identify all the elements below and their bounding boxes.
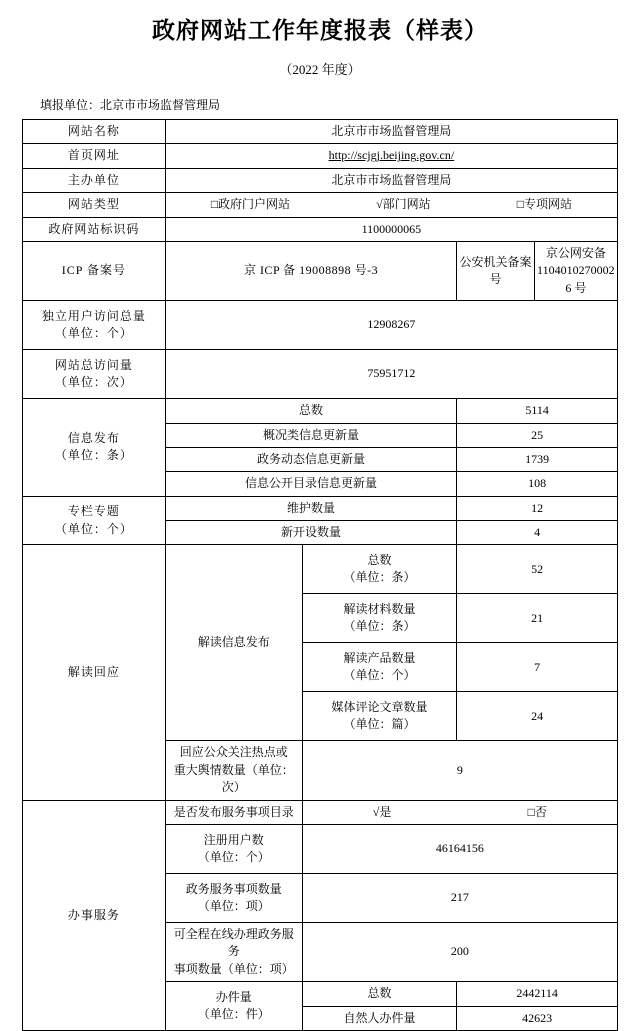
info-publish-label — [23, 399, 166, 497]
column-new-label: 新开设数量 — [165, 521, 457, 545]
info-total-label: 总数 — [165, 399, 457, 423]
handled-volume-label-line1: 办件量 — [215, 989, 252, 1004]
interpretation-product-value: 7 — [457, 643, 618, 692]
info-publish-label-line1: 信息发布 — [67, 431, 120, 446]
info-total-value: 5114 — [457, 399, 618, 423]
online-items-label — [165, 923, 302, 982]
info-catalog-label: 信息公开目录信息更新量 — [165, 472, 457, 496]
handled-natural-value: 42623 — [457, 1006, 618, 1030]
interpretation-publish-label: 解读信息发布 — [165, 545, 302, 741]
service-label: 办事服务 — [23, 800, 166, 1030]
handled-volume-label-line2: （单位：件） — [197, 1007, 270, 1022]
registered-users-label-line1: 注册用户数 — [203, 832, 264, 847]
table-row — [23, 217, 618, 241]
service-catalog-yes[interactable]: √是 — [372, 804, 392, 819]
homepage-value — [165, 144, 617, 168]
interpretation-total-label-line2: （单位：条） — [343, 570, 416, 585]
interpretation-total-label-line1: 总数 — [367, 553, 392, 568]
unique-visitors-label-line2: （单位：个） — [54, 326, 133, 341]
police-record-label: 公安机关备案号 — [457, 241, 534, 300]
media-comment-value: 24 — [457, 692, 618, 741]
interpretation-material-label-line1: 解读材料数量 — [343, 602, 416, 617]
public-response-label-line2: 重大舆情数量（单位：次） — [173, 762, 294, 795]
service-catalog-options — [302, 800, 617, 824]
column-new-value: 4 — [457, 521, 618, 545]
unique-visitors-label — [23, 301, 166, 350]
site-type-options — [165, 193, 617, 217]
column-maintain-label: 维护数量 — [165, 496, 457, 520]
total-visits-label — [23, 350, 166, 399]
homepage-label: 首页网址 — [23, 144, 166, 168]
service-items-label-line1: 政务服务事项数量 — [185, 881, 282, 896]
annual-report-table — [22, 119, 618, 1031]
column-maintain-value: 12 — [457, 496, 618, 520]
total-visits-label-line2: （单位：次） — [54, 375, 133, 390]
document-page — [0, 12, 640, 1025]
site-type-label: 网站类型 — [23, 193, 166, 217]
table-row — [23, 399, 618, 423]
column-topic-label-line2: （单位：个） — [54, 521, 133, 536]
site-name-label: 网站名称 — [23, 120, 166, 144]
interpretation-material-label — [302, 594, 457, 643]
site-name-value: 北京市市场监督管理局 — [165, 120, 617, 144]
service-catalog-no[interactable]: □否 — [527, 804, 547, 819]
interpretation-product-label-line1: 解读产品数量 — [343, 651, 416, 666]
public-response-value: 9 — [302, 741, 617, 800]
unique-visitors-value: 12908267 — [165, 301, 617, 350]
table-row — [23, 241, 618, 300]
service-catalog-label: 是否发布服务事项目录 — [165, 800, 302, 824]
total-visits-label-line1: 网站总访问量 — [54, 357, 133, 372]
unique-visitors-label-line1: 独立用户访问总量 — [41, 308, 146, 323]
online-items-label-line2: 事项数量（单位：项） — [173, 961, 294, 976]
interpretation-total-label — [302, 545, 457, 594]
police-record-value-line2: 11040102700026 号 — [537, 263, 615, 295]
table-row — [23, 144, 618, 168]
table-row — [23, 800, 618, 824]
handled-natural-label: 自然人办件量 — [302, 1006, 457, 1030]
police-record-value-line1: 京公网安备 — [545, 245, 606, 260]
table-row — [23, 496, 618, 520]
info-catalog-value: 108 — [457, 472, 618, 496]
icp-label: ICP 备案号 — [23, 241, 166, 300]
online-items-label-line1: 可全程在线办理政务服务 — [173, 927, 294, 959]
site-id-label: 政府网站标识码 — [23, 217, 166, 241]
info-overview-label: 概况类信息更新量 — [165, 423, 457, 447]
table-row — [23, 545, 618, 594]
homepage-link[interactable]: http://scjgj.beijing.gov.cn/ — [328, 148, 455, 163]
media-comment-label-line2: （单位：篇） — [343, 717, 416, 732]
reporter-unit: 填报单位：北京市市场监督管理局 — [40, 98, 221, 112]
organizer-value: 北京市市场监督管理局 — [165, 168, 617, 192]
interpretation-response-label: 解读回应 — [23, 545, 166, 800]
site-id-value: 1100000065 — [165, 217, 617, 241]
site-type-option-department[interactable]: √部门网站 — [376, 197, 431, 212]
registered-users-value: 46164156 — [302, 825, 617, 874]
handled-total-label: 总数 — [302, 982, 457, 1006]
info-publish-label-line2: （单位：条） — [54, 448, 133, 463]
site-type-option-portal[interactable]: □政府门户网站 — [210, 197, 291, 212]
site-type-option-special[interactable]: □专项网站 — [516, 197, 572, 212]
online-items-value: 200 — [302, 923, 617, 982]
media-comment-label — [302, 692, 457, 741]
table-row — [23, 301, 618, 350]
info-dynamic-value: 1739 — [457, 447, 618, 471]
service-items-label-line2: （单位：项） — [197, 899, 270, 914]
public-response-label-line1: 回应公众关注热点或 — [179, 745, 288, 760]
service-items-label — [165, 874, 302, 923]
organizer-label: 主办单位 — [23, 168, 166, 192]
handled-total-value: 2442114 — [457, 982, 618, 1006]
handled-volume-label — [165, 982, 302, 1031]
column-topic-label — [23, 496, 166, 545]
info-dynamic-label: 政务动态信息更新量 — [165, 447, 457, 471]
registered-users-label — [165, 825, 302, 874]
service-items-value: 217 — [302, 874, 617, 923]
page-title: 政府网站工作年度报表（样表） — [152, 18, 488, 43]
column-topic-label-line1: 专栏专题 — [67, 504, 120, 519]
interpretation-total-value: 52 — [457, 545, 618, 594]
interpretation-product-label — [302, 643, 457, 692]
page-subtitle: （2022 年度） — [279, 62, 361, 77]
media-comment-label-line1: 媒体评论文章数量 — [331, 700, 428, 715]
info-overview-value: 25 — [457, 423, 618, 447]
icp-value: 京 ICP 备 19008898 号-3 — [165, 241, 457, 300]
registered-users-label-line2: （单位：个） — [197, 850, 270, 865]
table-row — [23, 120, 618, 144]
table-row — [23, 350, 618, 399]
public-response-label — [165, 741, 302, 800]
interpretation-product-label-line2: （单位：个） — [343, 668, 416, 683]
table-row — [23, 193, 618, 217]
police-record-value — [534, 241, 617, 300]
interpretation-material-value: 21 — [457, 594, 618, 643]
table-row — [23, 168, 618, 192]
total-visits-value: 75951712 — [165, 350, 617, 399]
interpretation-material-label-line2: （单位：条） — [343, 619, 416, 634]
